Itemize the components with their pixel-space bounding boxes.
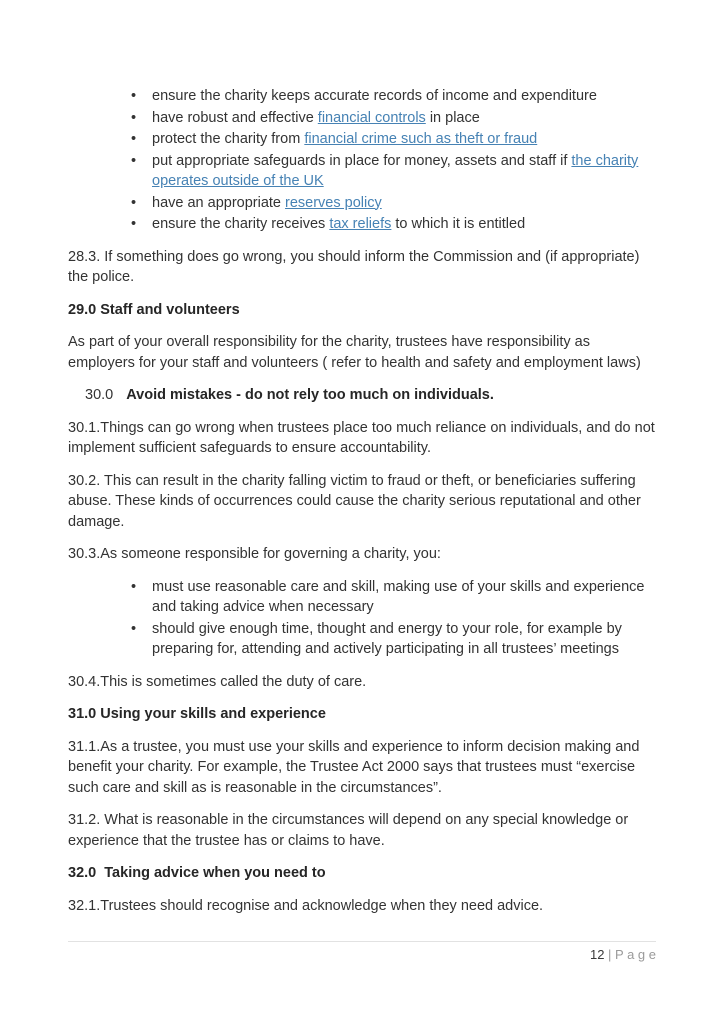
tax-reliefs-link[interactable]: tax reliefs <box>329 216 392 232</box>
list-item-tax-reliefs <box>68 214 656 235</box>
paragraph-31-1: 31.1.As a trustee, you must use your skills and experience to inform decision making and benefit your charity. For example, the Trustee Act 2000 says that trustees must “exercise such care and skill as is reasonable in the circumstances”. <box>68 738 644 796</box>
paragraph-31-2: 31.2. What is reasonable in the circumstances will depend on any special knowledge or experience that the trustee has or claims to have. <box>68 812 633 849</box>
list-item-care-and-skill <box>68 577 656 618</box>
page-number: 12 <box>589 947 605 962</box>
bullet-text: ensure the charity keeps accurate records of income and expenditure <box>152 88 597 104</box>
operates-outside-uk-link[interactable]: the charity operates outside of the UK <box>152 152 639 189</box>
bullet-text: protect the charity from <box>152 131 305 147</box>
paragraph-28-3: 28.3. If something does go wrong, you should inform the Commission and (if appropriate) the police. <box>68 248 644 285</box>
bullet-text: should give enough time, thought and energy to your role, for example by preparing for, attending and actively participating in all trustees’ meetings <box>152 620 622 657</box>
paragraph-30-3: 30.3.As someone responsible for governing a charity, you: <box>68 546 441 562</box>
document-page <box>68 0 659 928</box>
paragraph-29: As part of your overall responsibility for the charity, trustees have responsibility as employers for your staff and volunteers ( refer to health and safety and employment laws) <box>68 334 641 371</box>
list-item-safeguards <box>68 151 656 192</box>
paragraph-30-2: 30.2. This can result in the charity falling victim to fraud or theft, or beneficiaries suffering abuse. These kinds of occurrences could cause the charity serious reputational and other damage. <box>68 472 645 530</box>
list-item-time-thought-energy <box>68 619 656 660</box>
list-item-records <box>68 86 656 107</box>
list-item-financial-controls <box>68 108 656 129</box>
page-number-line <box>68 942 656 963</box>
page-footer <box>68 941 656 963</box>
heading-31-skills-and-experience: 31.0 Using your skills and experience <box>68 706 326 722</box>
bullet-text: in place <box>425 109 480 126</box>
heading-30-title: Avoid mistakes - do not rely too much on individuals. <box>126 387 494 403</box>
heading-29-staff-and-volunteers: 29.0 Staff and volunteers <box>68 301 240 318</box>
bullet-text: have robust and effective <box>152 109 318 126</box>
reserves-policy-link[interactable]: reserves policy <box>285 194 382 211</box>
heading-32-taking-advice: 32.0 Taking advice when you need to <box>68 865 326 881</box>
financial-controls-link[interactable]: financial controls <box>317 109 426 126</box>
bullet-text: to which it is entitled <box>391 216 526 232</box>
bullet-text: ensure the charity receives <box>152 216 330 232</box>
list-item-reserves <box>68 193 656 214</box>
paragraph-30-1: 30.1.Things can go wrong when trustees place too much reliance on individuals, and do not implement sufficient safeguards to ensure accountability. <box>68 419 659 456</box>
bullet-text: must use reasonable care and skill, making use of your skills and experience and taking advice when necessary <box>152 578 645 615</box>
page-label: | P a g e <box>604 947 656 962</box>
paragraph-32-1: 32.1.Trustees should recognise and acknowledge when they need advice. <box>68 897 544 914</box>
bullet-text: have an appropriate <box>152 194 286 211</box>
heading-30-number: 30.0 <box>85 387 114 403</box>
financial-crime-link[interactable]: financial crime such as theft or fraud <box>304 131 538 147</box>
bullet-text: put appropriate safeguards in place for money, assets and staff if <box>152 152 572 169</box>
list-item-financial-crime <box>68 129 656 150</box>
heading-30-avoid-mistakes <box>68 385 656 406</box>
duty-of-care-list <box>68 577 656 660</box>
paragraph-30-4: 30.4.This is sometimes called the duty of care. <box>68 673 367 690</box>
charity-duties-list <box>68 86 656 235</box>
